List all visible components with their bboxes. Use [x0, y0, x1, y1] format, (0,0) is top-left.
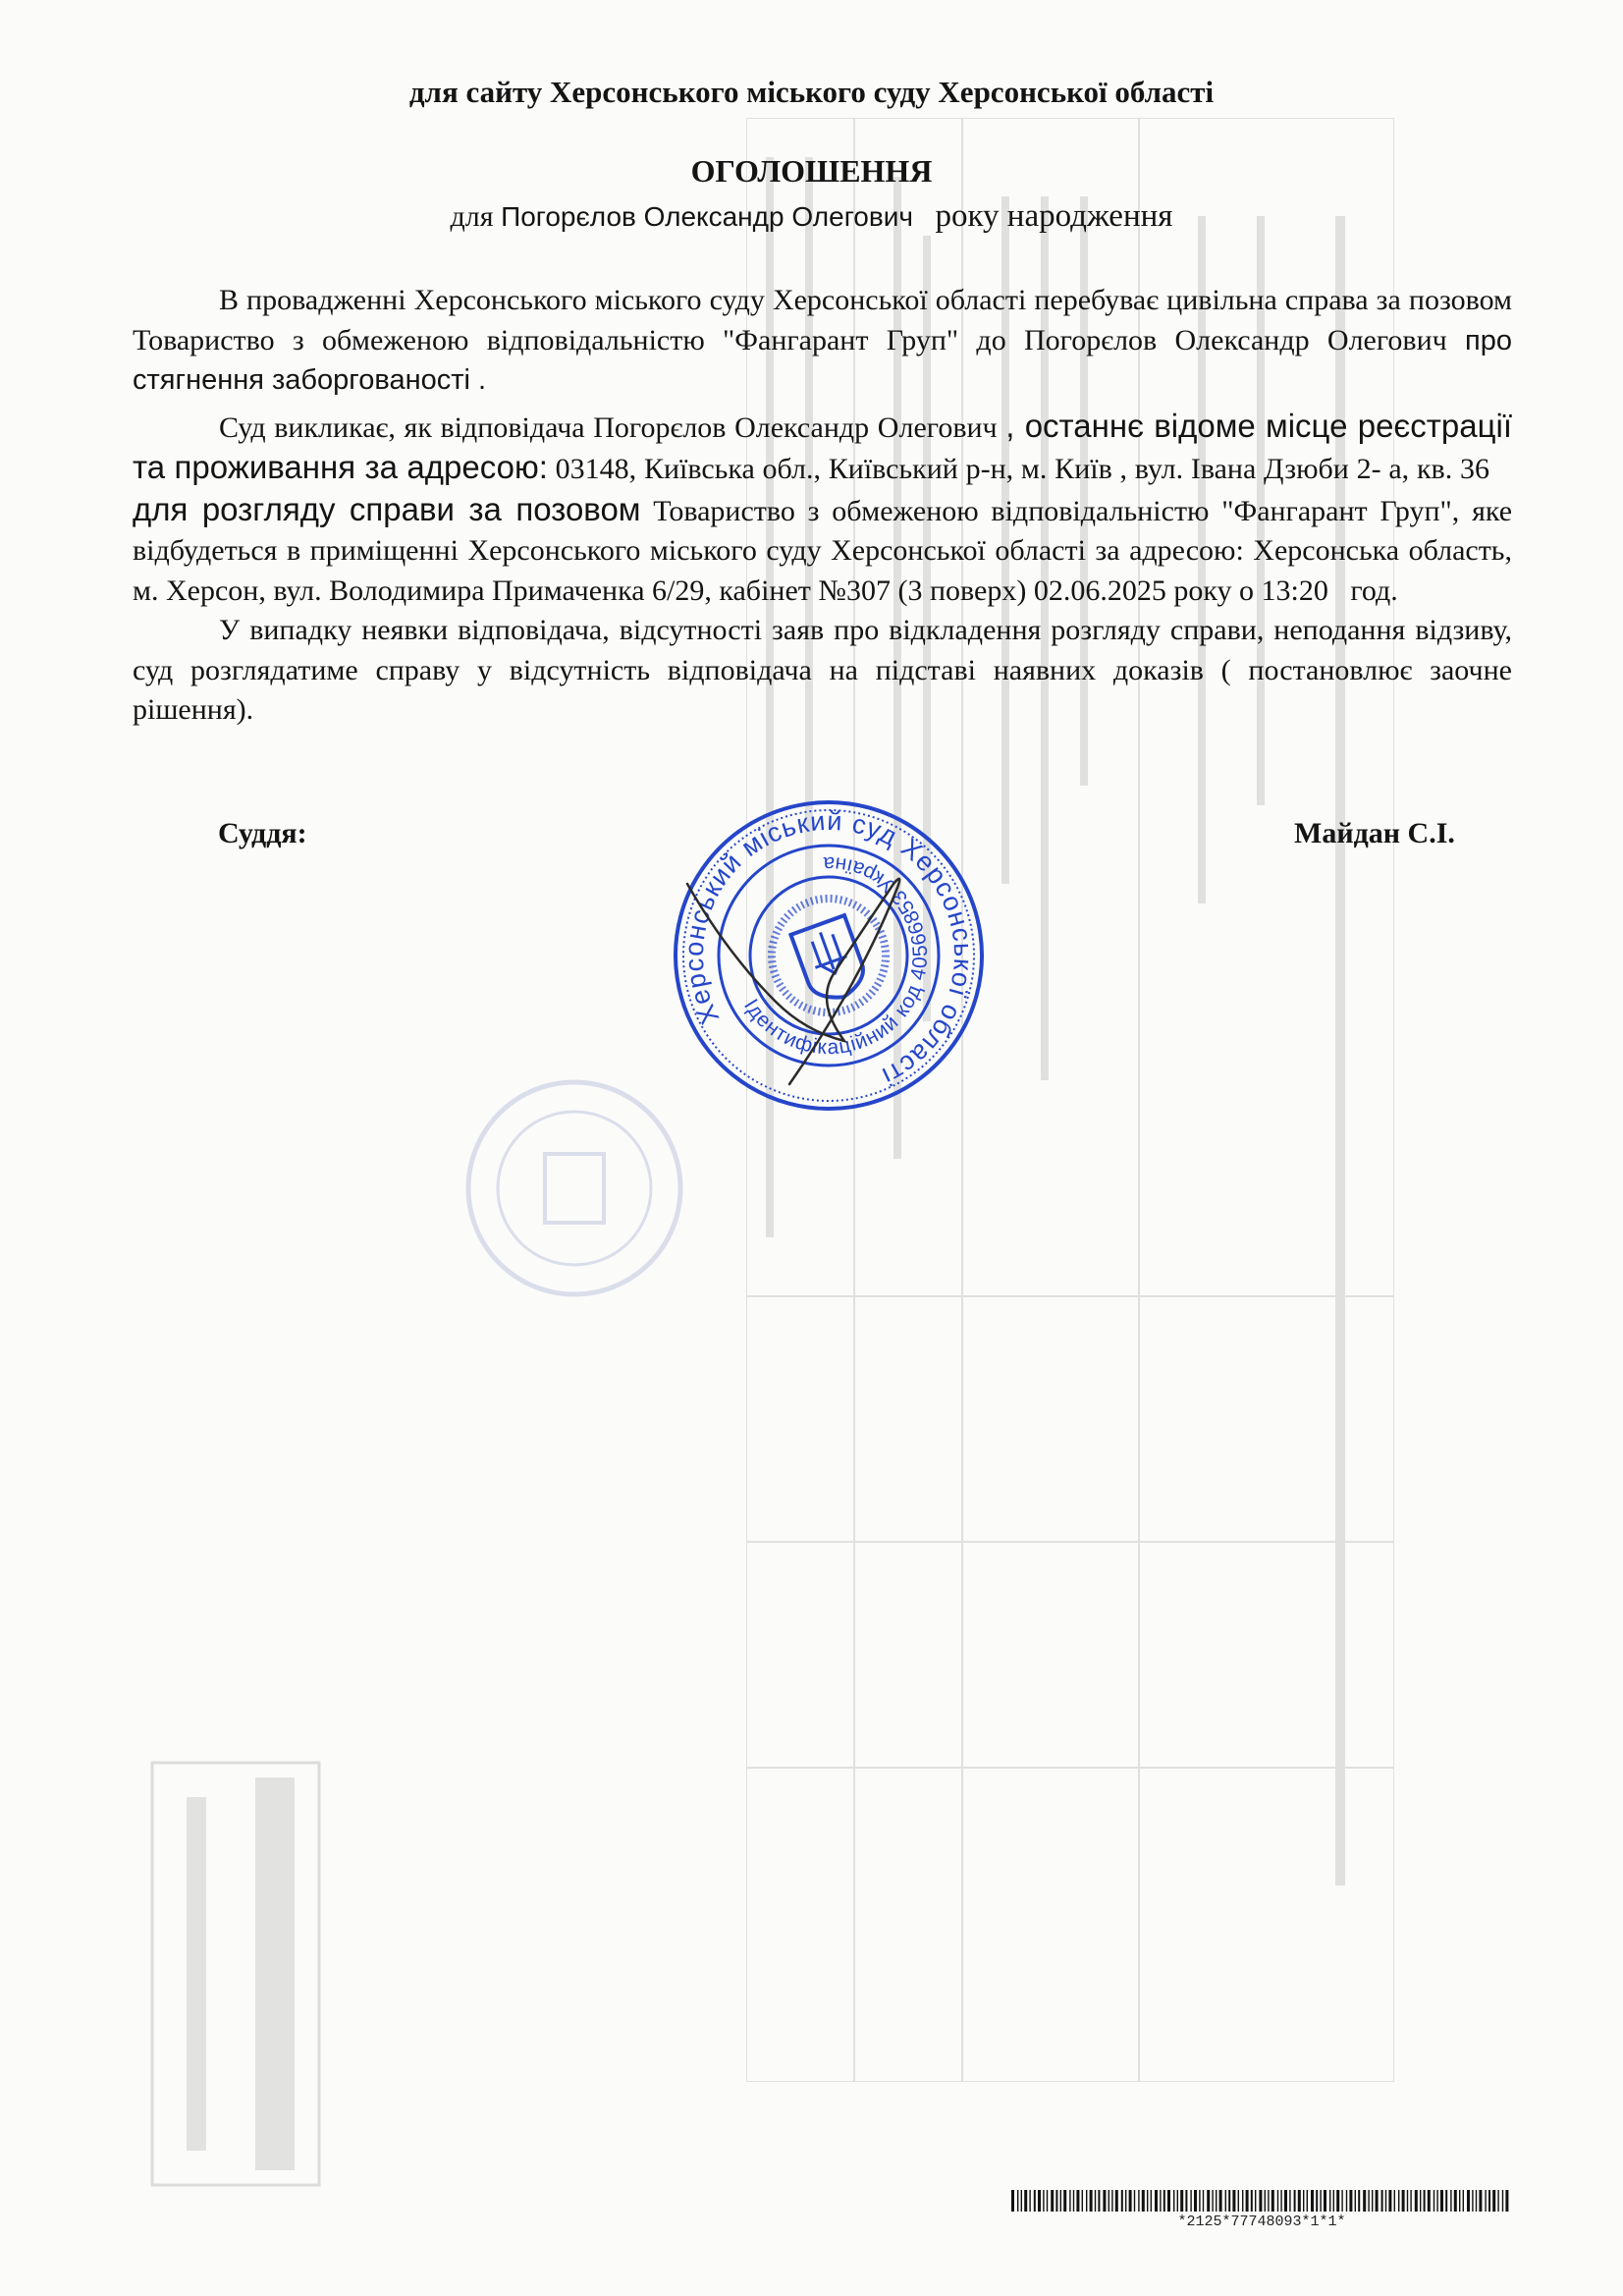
barcode-number: *2125*77748093*1*1*: [1177, 2214, 1346, 2230]
seal-outer-text: Херсонський міський суд Херсонської області: [678, 805, 979, 1092]
judge-label: Суддя:: [218, 817, 307, 849]
paragraph-1-subject: стягнення заборгованості .: [133, 364, 487, 396]
judge-signature: [668, 845, 1041, 1139]
judge-name: Майдан С.І.: [1294, 817, 1455, 849]
bleed-through-stamp: [461, 1075, 687, 1301]
paragraph-1: [133, 281, 1512, 401]
notice-subtitle: [0, 198, 1623, 235]
barcode: [1011, 2190, 1512, 2212]
paragraph-2-last-known: , останнє відоме місце реєстрації та проживання за адресою:: [133, 407, 1512, 485]
paragraph-1-pro: про: [1465, 324, 1512, 356]
paragraph-2-address: 03148, Київська обл., Київський р-н, м. Київ , вул. Івана Дзюби 2- а, кв. 36: [555, 453, 1489, 485]
site-line: для сайту Херсонського міського суду Херсонської області: [408, 75, 1215, 109]
seal-inner-text: Ідентифікаційний код 40566853 Україна: [739, 851, 933, 1060]
bleed-through-strip: [147, 1758, 324, 2190]
subtitle-name: Погорєлов Олександр Олегович: [501, 201, 913, 232]
paragraph-2-hour: год.: [1350, 574, 1398, 607]
paragraph-1-text: В провадженні Херсонського міського суду Херсонської області перебуває цивільна справа за позовом Товариство з обмеженою відповідальністю "Фангарант Груп" до Погорєлов Олександр Олегович: [133, 284, 1512, 356]
subtitle-prefix: для: [450, 200, 494, 233]
paragraph-2-defendant: Суд викликає, як відповідача Погорєлов Олександр Олегович: [219, 410, 998, 444]
paragraph-2-purpose: для розгляду справи за позовом: [133, 490, 641, 527]
paragraph-2: [133, 407, 1512, 612]
paragraph-2-hearing: Товариство з обмеженою відповідальністю "Фангарант Груп", яке відбудеться в приміщенні Херсонського міського суду Херсонської області за адресою: Херсонська область, м. Херсон, вул. Володимира Примаченка 6/29, кабінет №307 (3 поверх) 02.06.2025 року о 13:20: [133, 494, 1513, 607]
paragraph-3: У випадку неявки відповідача, відсутності заяв про відкладення розгляду справи, неподання відзиву, суд розглядатиме справу у відсутність відповідача на підставі наявних доказів ( постановлює заочне рішення).: [133, 614, 1512, 726]
notice-title: ОГОЛОШЕННЯ: [690, 153, 933, 189]
notice-body: [133, 281, 1512, 731]
subtitle-suffix: року народження: [935, 198, 1173, 234]
